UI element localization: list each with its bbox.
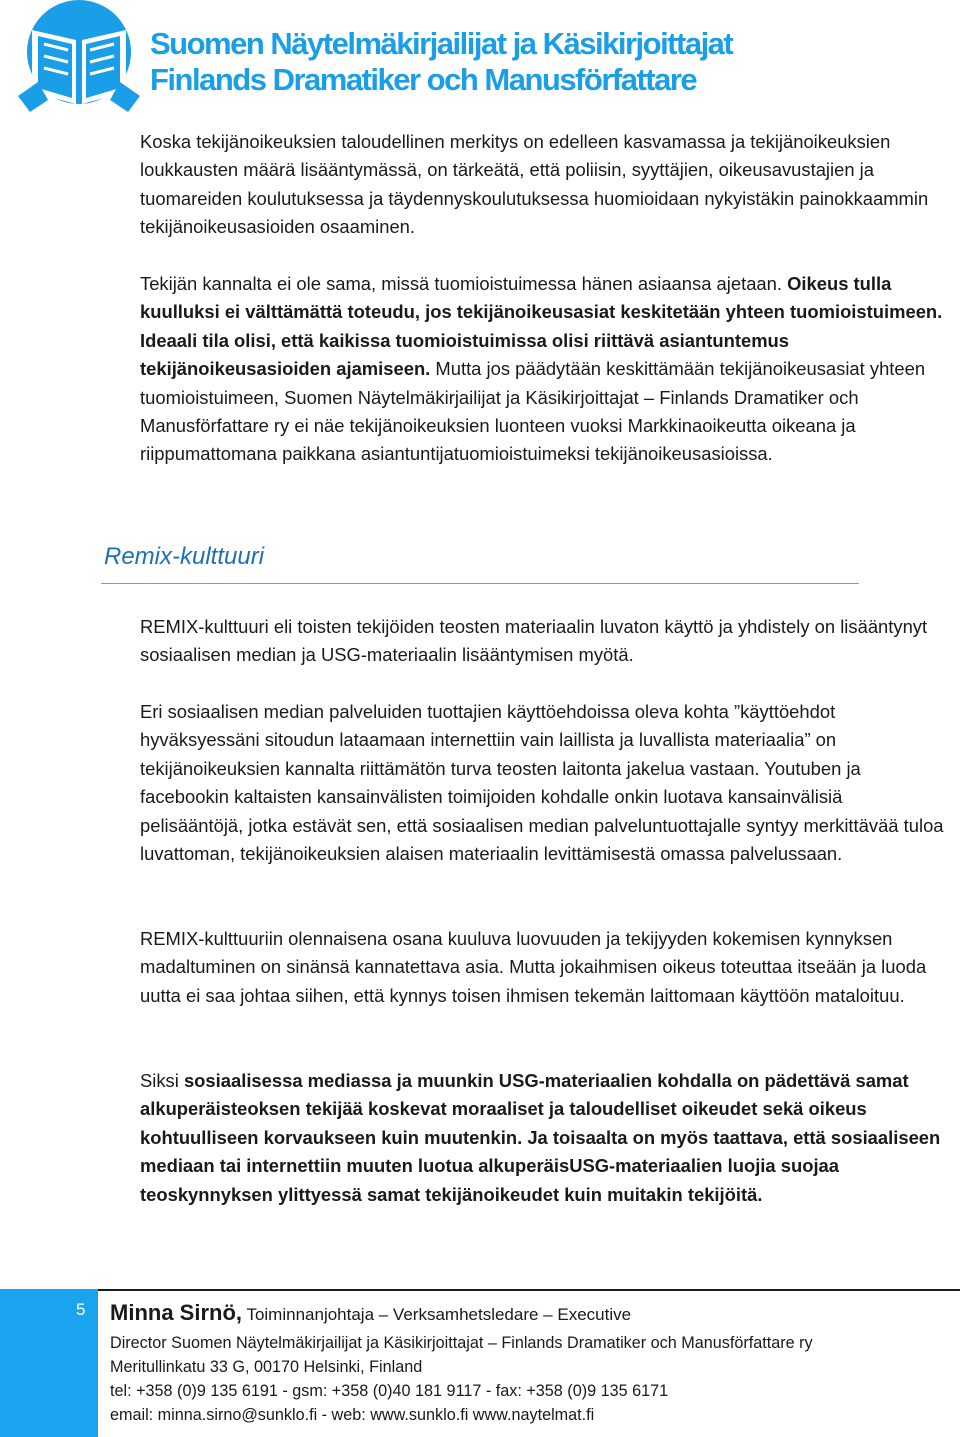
footer-address: Meritullinkatu 33 G, 00170 Helsinki, Finland xyxy=(110,1358,423,1376)
p2-plain: Tekijän kannalta ei ole sama, missä tuomioistuimessa hänen asiaansa ajetaan. xyxy=(140,273,788,294)
footer-email-web: email: minna.sirno@sunklo.fi - web: www.sunklo.fi www.naytelmat.fi xyxy=(110,1406,595,1424)
footer-phone: tel: +358 (0)9 135 6191 - gsm: +358 (0)40 181 9117 - fax: +358 (0)9 135 6171 xyxy=(110,1382,669,1400)
p2-bold: Oikeus tulla kuulluksi ei välttämättä toteudu, jos tekijänoikeusasiat keskitetään yhteen tuomioistuimeen. Ideaali tila olisi, että kaikissa tuomioistuimissa olisi riittävä asiantuntemus tekijänoikeusasioiden ajamiseen. xyxy=(140,273,943,380)
open-book-logo-icon xyxy=(18,0,140,112)
section-heading-remix: Remix-kulttuuri xyxy=(104,543,265,570)
footer-title: Toiminnanjohtaja – Verksamhetsledare – Executive xyxy=(246,1305,632,1324)
remix-paragraph-1: REMIX-kulttuuri eli toisten tekijöiden teosten materiaalin luvaton käyttö ja yhdistely on lisääntynyt sosiaalisen median ja USG-materiaalin lisääntymisen myötä. xyxy=(140,616,928,666)
remix-paragraph-2: Eri sosiaalisen median palveluiden tuottajien käyttöehdoissa oleva kohta ”käyttöehdot hyväksyessäni sitoudun lataamaan internettiin vain laillista ja luvallista materiaalia” on tekijänoikeuksien kannalta riittämätön turva teosten laitonta jakelua vastaan. Youtuben ja facebookin kaltaisten kansainvälisten toimijoiden kohdalle onkin luotava kansainvälisiä pelisääntöjä, jotka estävät sen, että sosiaalisen median palveluntuottajalle syntyy merkittävää tuloa luvattoman, tekijänoikeuksien alaisen materiaalin levittämisestä omassa palvelussaan. xyxy=(140,701,944,865)
intro-paragraph-2 xyxy=(140,270,948,469)
remix-paragraph-4 xyxy=(140,1067,948,1209)
page-header xyxy=(0,0,960,118)
p4-bold: sosiaalisessa mediassa ja muunkin USG-materiaalien kohdalla on pädettävä samat alkuperäisteoksen tekijää koskevat moraaliset ja taloudelliset oikeudet sekä oikeus kohtuulliseen korvaukseen kuin muutenkin. Ja toisaalta on myös taattava, että sosiaaliseen mediaan tai internettiin muuten luotua alkuperäisUSG-materiaalien luojia suojaa teoskynnyksen ylittyessä samat tekijänoikeudet kuin muitakin tekijöitä. xyxy=(140,1070,941,1205)
remix-paragraph-3: REMIX-kulttuuriin olennaisena osana kuuluva luovuuden ja tekijyyden kokemisen kynnyksen madaltuminen on sinänsä kannatettava asia. Mutta jokaihmisen oikeus toteuttaa itseään ja luoda uutta ei saa johtaa siihen, että kynnys toisen ihmisen tekemän laittomaan käyttöön mataloituu. xyxy=(140,928,927,1006)
footer-director-line: Director Suomen Näytelmäkirjailijat ja Käsikirjoittajat – Finlands Dramatiker och Manusförfattare ry xyxy=(110,1334,813,1352)
org-name-finnish: Suomen Näytelmäkirjailijat ja Käsikirjoittajat xyxy=(150,26,733,61)
p4-plain: Siksi xyxy=(140,1070,184,1091)
heading-divider xyxy=(101,583,859,584)
page-number: 5 xyxy=(76,1300,86,1319)
footer-contact xyxy=(110,1298,950,1427)
footer-divider xyxy=(0,1289,960,1291)
footer-name: Minna Sirnö, xyxy=(110,1300,242,1325)
p2-tail: Mutta jos päädytään keskittämään tekijänoikeusasiat yhteen tuomioistuimeen, Suomen Näytelmäkirjailijat ja Käsikirjoittajat – Finlands Dramatiker och Manusförfattare ry ei näe tekijänoikeuksien luonteen vuoksi Markkinaoikeutta oikeana ja riippumattomana paikkana asiantuntijatuomioistuimeksi tekijänoikeusasioissa. xyxy=(140,358,926,465)
intro-paragraph-1: Koska tekijänoikeuksien taloudellinen merkitys on edelleen kasvamassa ja tekijänoikeuksien loukkausten määrä lisääntymässä, on tärkeätä, että poliisin, syyttäjien, oikeusavustajien ja tuomareiden koulutuksessa ja täydennyskoulutuksessa huomioidaan nykyistäkin painokkaammin tekijänoikeusasioiden osaaminen. xyxy=(140,131,929,238)
org-name-swedish: Finlands Dramatiker och Manusförfattare xyxy=(150,62,697,97)
